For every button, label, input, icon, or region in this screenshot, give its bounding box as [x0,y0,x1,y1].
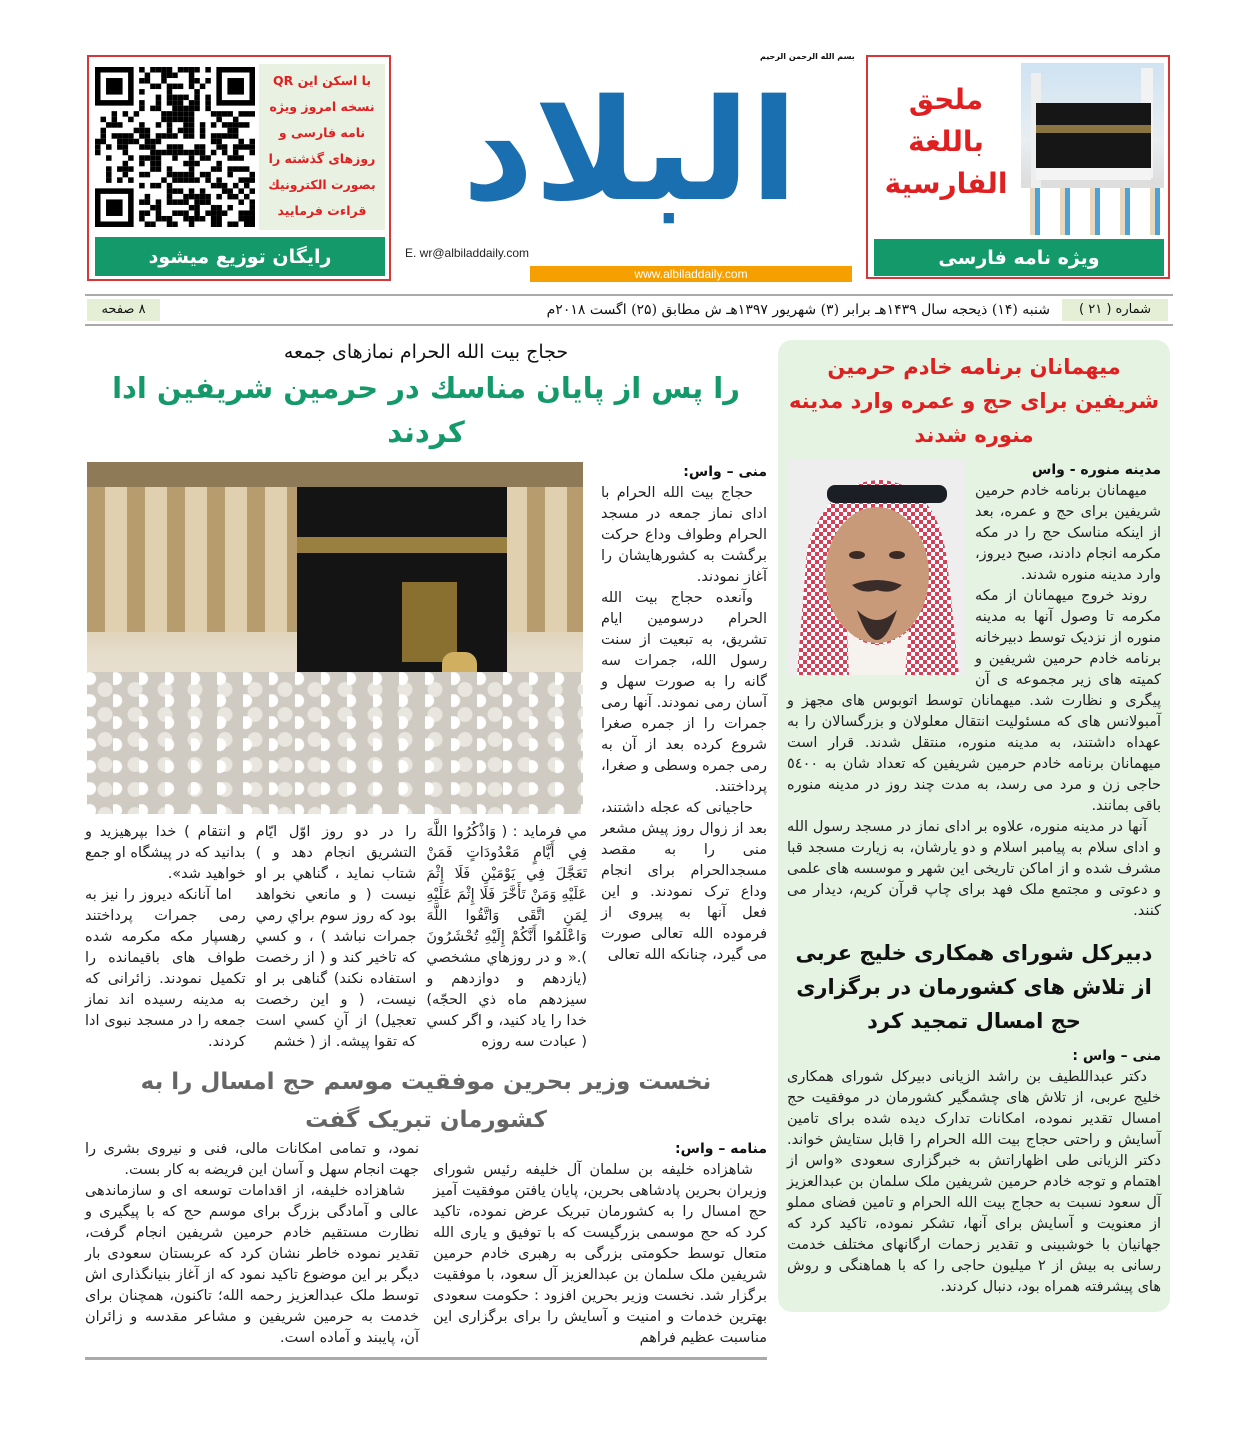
supplement-box [866,55,1170,279]
contact-email[interactable]: E. wr@albiladdaily.com [405,246,530,260]
main-area [85,338,767,1360]
guests-headline: میهمانان برنامه خادم حرمین شریفین برای حج و عمره وارد مدینه منوره شدند [788,355,1160,447]
supplement-title-line: باللغة [908,125,984,158]
qr-text-line: با اسکن این QR [272,73,372,88]
gcc-dateline: منی – واس : [1072,1048,1161,1064]
guests-dateline: مدینه منوره - واس [1032,462,1161,478]
gcc-body [787,1046,1161,1298]
bahrain-headline: نخست وزیر بحرین موفقیت موسم حج امسال را به کشورمان تبریک گفت [140,1069,712,1133]
bahrain-col-1 [433,1139,767,1349]
supplement-title [874,79,1018,205]
newspaper-logo: البلاد [462,70,798,233]
main-article-body [85,462,767,1053]
gcc-headline: دبیرکل شورای همکاری خلیج عربی از تلاش های کشورمان در برگزاری حج امسال تمجید کرد [795,941,1153,1033]
bottom-divider [85,1357,767,1360]
qr-text-line: نامه فارسی و [278,125,366,140]
qr-text-line: نسخه امروز ویژه [269,99,375,114]
qr-text-line: قراءت فرمایید [277,203,367,218]
paragraph: میهمانان برنامه خادم حرمین شریفین برای حج و عمره، بعد از اینکه مناسک حج را در مکه مکرمه انجام دادند، صبح دیروز، وارد مدینه منوره شدند. [975,483,1161,583]
qr-code[interactable] [95,67,255,227]
website-bar[interactable] [530,266,852,282]
main-lower-columns [85,822,587,1053]
paragraph: اما آنانکه دیروز را نیز به رمی جمرات پرداختند رهسپار مکه مکرمه شده طواف های باقیمانده را تکمیل نمودند. زائرانی که به مدینه رسیده اند نماز جمعه را در مسجد نبوی ادا کردند. [84,887,246,1050]
qr-instructions [259,64,385,230]
main-col-2 [426,822,587,1053]
paragraph: شاهزاده خلیفه بن سلمان آل خلیفه رئیس شورای وزیران بحرین پادشاهی بحرین، پایان یافتن موفقیت آمیز حج امسال را به کشورمان تبریک عرض نموده، تاکید کرد که حج موسمی بزرگیست که با توفیق و یاری الله متعال توسط حکومتی بزرگی به رهبری خادم حرمین شریفین ملک سلمان بن عبدالعزیز آل سعود، با موفقیت برگزار شد. نخست وزیر بحرین افزود : حکومت سعودی بهترین خدمات و امنیت و آسایش را برای برگزاری این مناسبت عظیم فراهم [433,1162,767,1346]
qr-text-line: روزهای گذشته را [268,151,376,166]
paragraph: آنها در مدینه منوره، علاوه بر ادای نماز در مسجد رسول الله و ادای سلام به پیامبر اسلام و دو یارشان، به زیارت مسجد قبا مشرف شده و از اماکن تاریخی این شهر و موسسه های علمی و دعوتی و مجتمع ملک فهد برای چاپ قرآن کریم، دیدار می کنند. [787,819,1161,919]
king-portrait [787,460,965,675]
main-photo-and-columns [85,462,587,1053]
main-col-1 [601,462,767,966]
basmala: بسم الله الرحمن الرحيم [760,52,855,61]
paragraph: نمود، و تمامی امکانات مالی، فنی و نیروی بشری را جهت انجام سهل و آسان این فریضه به کار بست. [85,1141,419,1178]
issue-number [1062,299,1168,321]
paragraph: دکتر عبداللطیف بن راشد الزیانی دبیرکل شورای همکاری خلیج عربی، از تلاش های چشمگیر کشورمان در موفقیت حج امسال تقدیر نموده، امکانات تدارک دیده شده برای تامین آسایش و راحتی حجاج بیت الله الحرام را قابل ستایش خواند. دکتر الزیانی طی اظهاراتش به خبرگزاری سعودی «واس از اهتمام و توجه خادم حرمین شریفین ملک سلمان بن عبدالعزیز آل سعود نسبت به حجاج بیت الله الحرام و تامین فضای مملو از معنویت و آسایش برای آنها، تشکر نموده، تاکید کرد که جهانیان با خوشبینی و تقدیر زحمات ارگانهای مختلف خدمت رسانی به بیش از ۲ میلیون حاجی را که با هماهنگی و روش های پیشرفته همراه بود، دنبال کردند. [787,1069,1161,1295]
paragraph: روند خروج میهمانان از مکه مکرمه تا وصول آنها به مدینه منوره از نزدیک توسط دبیرخانه برنامه خادم حرمین شریفین و کمیته های زیر مجموعه ی آن پیگری و نظارت شد. میهمانان توسط اتوبوس های مجهز و آمبولانس های که مسئولیت انتقال معلولان و بزرگسالان را به عهداه داشتند، به مدینه منوره، منتقل شدند. قرار است میهمانان برنامه خادم حرمین شریفین که تعداد شان به ٥٤٠٠ حاجی زن و مرد می رسد، به مدت چند روز در مدینه منوره باقی بمانند. [787,588,1161,814]
main-kicker: حجاج بیت الله الحرام نمازهای جمعه [283,341,569,363]
paragraph: و انتقام ) خدا بپرهيزيد و بدانيد كه در پيشگاه او جمع خواهيد شد». [84,824,246,882]
website-link[interactable]: www.albiladdaily.com [634,267,748,281]
main-col-3 [256,822,417,1053]
kaaba-photo [87,462,583,814]
issue-number-text: شماره ( ۲۱ ) [1079,302,1151,317]
main-headline: را پس از پایان مناسك در حرمین شریفین ادا کردند [112,371,740,449]
divider [85,294,1173,296]
bahrain-col-2 [85,1139,419,1349]
qr-box [87,55,391,281]
sidebar-panel [778,340,1170,1312]
paragraph: مي فرمايد : ( وَاذْكُرُوا اللَّهَ فِي أَيَّامٍ مَعْدُودَاتٍ فَمَنْ تَعَجَّلَ فِي يَوْمَيْنِ فَلَا إِثْمَ عَلَيْهِ وَمَنْ تَأَخَّرَ فَلَا إِثْمَ عَلَيْهِ لِمَنِ اتَّقَى وَاتَّقُوا اللَّهَ وَاعْلَمُوا أَنَّكُمْ إِلَيْهِ تُحْشَرُونَ ).« و در روزهاي مشخصي (يازدهم و دوازدهم و سيزدهم ماه ذي الحجّه) خدا را ياد كنيد، و اگر كسي ( عبادت سه روزه [426,824,587,1050]
main-col-4 [85,822,246,1053]
paragraph: حجاج بیت الله الحرام با ادای نماز جمعه در مسجد الحرام وطواف وداع حرکت برگشت به کشورهایشان را آغاز نمودند. [601,485,767,585]
free-distribution-bar: رایگان توزیع میشود [95,237,385,276]
bahrain-article-body [85,1139,767,1349]
supplement-bar: ویژه نامه فارسی [874,239,1164,276]
main-dateline: منی – واس: [683,464,767,480]
page-count-text: ۸ صفحه [101,302,146,317]
kaaba-thumbnail [1021,63,1164,235]
paragraph: را در دو روز اوّل ايّام التشريق انجام دهد و ) شتاب نمايد ، گناهي بر او نيست ( و مانعي نخواهد بود كه روز سوم براي رمي جمرات نباشد ) ، و كسي كه تاخير كند و ( از رخصت استفاده نكند) گناهی بر او نيست، ( و اين رخصت تعجيل) از آنِ كسي است كه تقوا پيشه. از ( خشم [255,824,417,1050]
guests-body [787,460,1161,922]
supplement-title-line: الفارسية [884,167,1008,200]
bahrain-dateline: منامه – واس: [675,1141,767,1157]
qr-text-line: بصورت الکترونیك [268,177,376,192]
paragraph: شاهزاده خلیفه، از اقدامات توسعه ای و سازماندهی عالی و آمادگی بزرگ برای موسم حج که با پیگیری و نظارت مستقیم خادم حرمین شریفین انجام گرفت، تقدیر نموده خاطر نشان کرد که عربستان سعودی بار دیگر بر این موضوع تاکید نمود که از آغاز بنیانگذاری اش توسط ملک عبدالعزیز رحمه الله؛ تاکنون، همچنان برای خدمت به حرمین شریفین و مشاعر مقدسه و زائران آن، پایبند و آماده است. [85,1183,419,1346]
paragraph: حاجیانی که عجله داشتند، بعد از زوال روز پیش مشعر منی را به مقصد مسجدالحرام برای انجام وداع ترک نمودند. و این فعل آنها به پیروی از فرموده الله تعالی صورت می گیرد، چنانکه الله تعالی [601,800,767,963]
divider [85,324,1173,326]
issue-date: شنبه (۱۴) ذیحجه سال ۱۴۳۹هـ برابر (۳) شهریور ۱۳۹۷هـ ش مطابق (۲۵) اگست ۲۰۱۸م [546,302,1050,318]
paragraph: وآنعده حجاج بیت الله الحرام درسومین ایام تشریق، به تبعیت از سنت رسول الله، جمرات سه گانه را به صورت سهل و آسان رمی نمودند. آنها رمی جمرات را از جمره صغرا شروع کرده بعد از آن به رمی جمره وسطی و صغرا، پرداختند. [601,590,767,795]
supplement-title-line: ملحق [908,83,984,116]
page-count [87,299,160,321]
